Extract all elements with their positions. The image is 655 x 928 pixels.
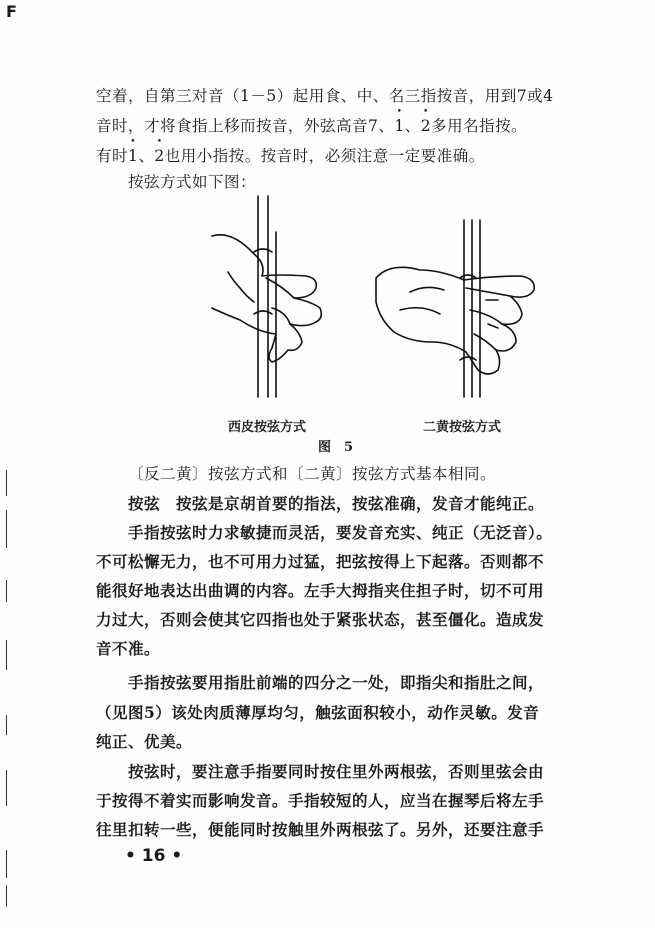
section-heading: 按弦 — [128, 494, 161, 513]
para1-line2 — [96, 114, 527, 136]
note-high-2b: • 2 — [154, 147, 164, 165]
section-line12: 往里扣转一些，便能同时按触里外两根弦了。另外，还要注意手 — [96, 820, 545, 839]
para2: 按弦方式如下图： — [128, 173, 257, 191]
section-line4: 能很好地表达出曲调的内容。左手大拇指夹住担子时，切不可用 — [96, 581, 545, 600]
erhuang-hand-drawing — [376, 220, 534, 397]
section-line2: 手指按弦时力求敏捷而灵活，要发音充实、纯正（无泛音）。 — [128, 523, 553, 542]
page-number: • 16 • — [125, 846, 183, 866]
section-line9: 纯正、优美。 — [96, 732, 193, 751]
note-high-2: • 2 — [421, 117, 431, 135]
para1-line3-sep: 、 — [138, 147, 155, 165]
margin-ticks — [6, 470, 10, 910]
section-line7: 手指按弦要用指肚前端的四分之一处，即指尖和指肚之间， — [128, 673, 545, 692]
para1-line3-text-b: 也用小指按。按音时，必须注意一定要准确。 — [164, 147, 485, 165]
para1-line3-text-a: 有时 — [96, 147, 129, 165]
corner-mark: F — [6, 2, 17, 21]
xipi-hand-drawing — [212, 196, 321, 397]
section-line6: 音不准。 — [96, 639, 161, 658]
caption-xipi: 西皮按弦方式 — [228, 420, 307, 435]
para1-line2-sep: 、 — [404, 117, 421, 135]
section-line11: 于按得不着实而影响发音。手指较短的人，应当在握琴后将左手 — [96, 791, 545, 810]
section-line5: 力过大，否则会使其它四指也处于紧张状态，甚至僵化。造成发 — [96, 610, 545, 629]
para1-line2-text-b: 多用名指按。 — [431, 117, 528, 135]
section-line3: 不可松懈无力，也不可用力过猛，把弦按得上下起落。否则都不 — [96, 552, 545, 571]
para3: 〔反二黄〕按弦方式和〔二黄〕按弦方式基本相同。 — [128, 465, 497, 483]
section-line1-text: 按弦是京胡首要的指法，按弦准确，发音才能纯正。 — [176, 494, 545, 513]
section-line10: 按弦时，要注意手指要同时按住里外两根弦，否则里弦会由 — [128, 762, 545, 781]
section-line8: （见图5）该处肉质薄厚均匀，触弦面积较小，动作灵敏。发音 — [96, 703, 540, 722]
para1-line1-text: 空着，自第三对音（1－5）起用食、中、名三指按音，用到 — [96, 87, 517, 105]
note-high-1: • 1 — [394, 117, 404, 135]
note-4: 4 — [543, 87, 554, 105]
figure-label: 图 5 — [318, 440, 354, 455]
para1-line2-text-a: 音时，才将食指上移而按音，外弦高音7、 — [96, 117, 395, 135]
note-7: 7 — [516, 87, 528, 105]
caption-erhuang: 二黄按弦方式 — [423, 420, 502, 435]
figure-5-illustration — [210, 192, 590, 412]
note-high-1b: • 1 — [128, 147, 138, 165]
para1-line1-mid: 或 — [527, 87, 544, 105]
para1-line3 — [96, 144, 485, 166]
para1-line1 — [96, 84, 554, 106]
section-line1 — [128, 492, 544, 514]
